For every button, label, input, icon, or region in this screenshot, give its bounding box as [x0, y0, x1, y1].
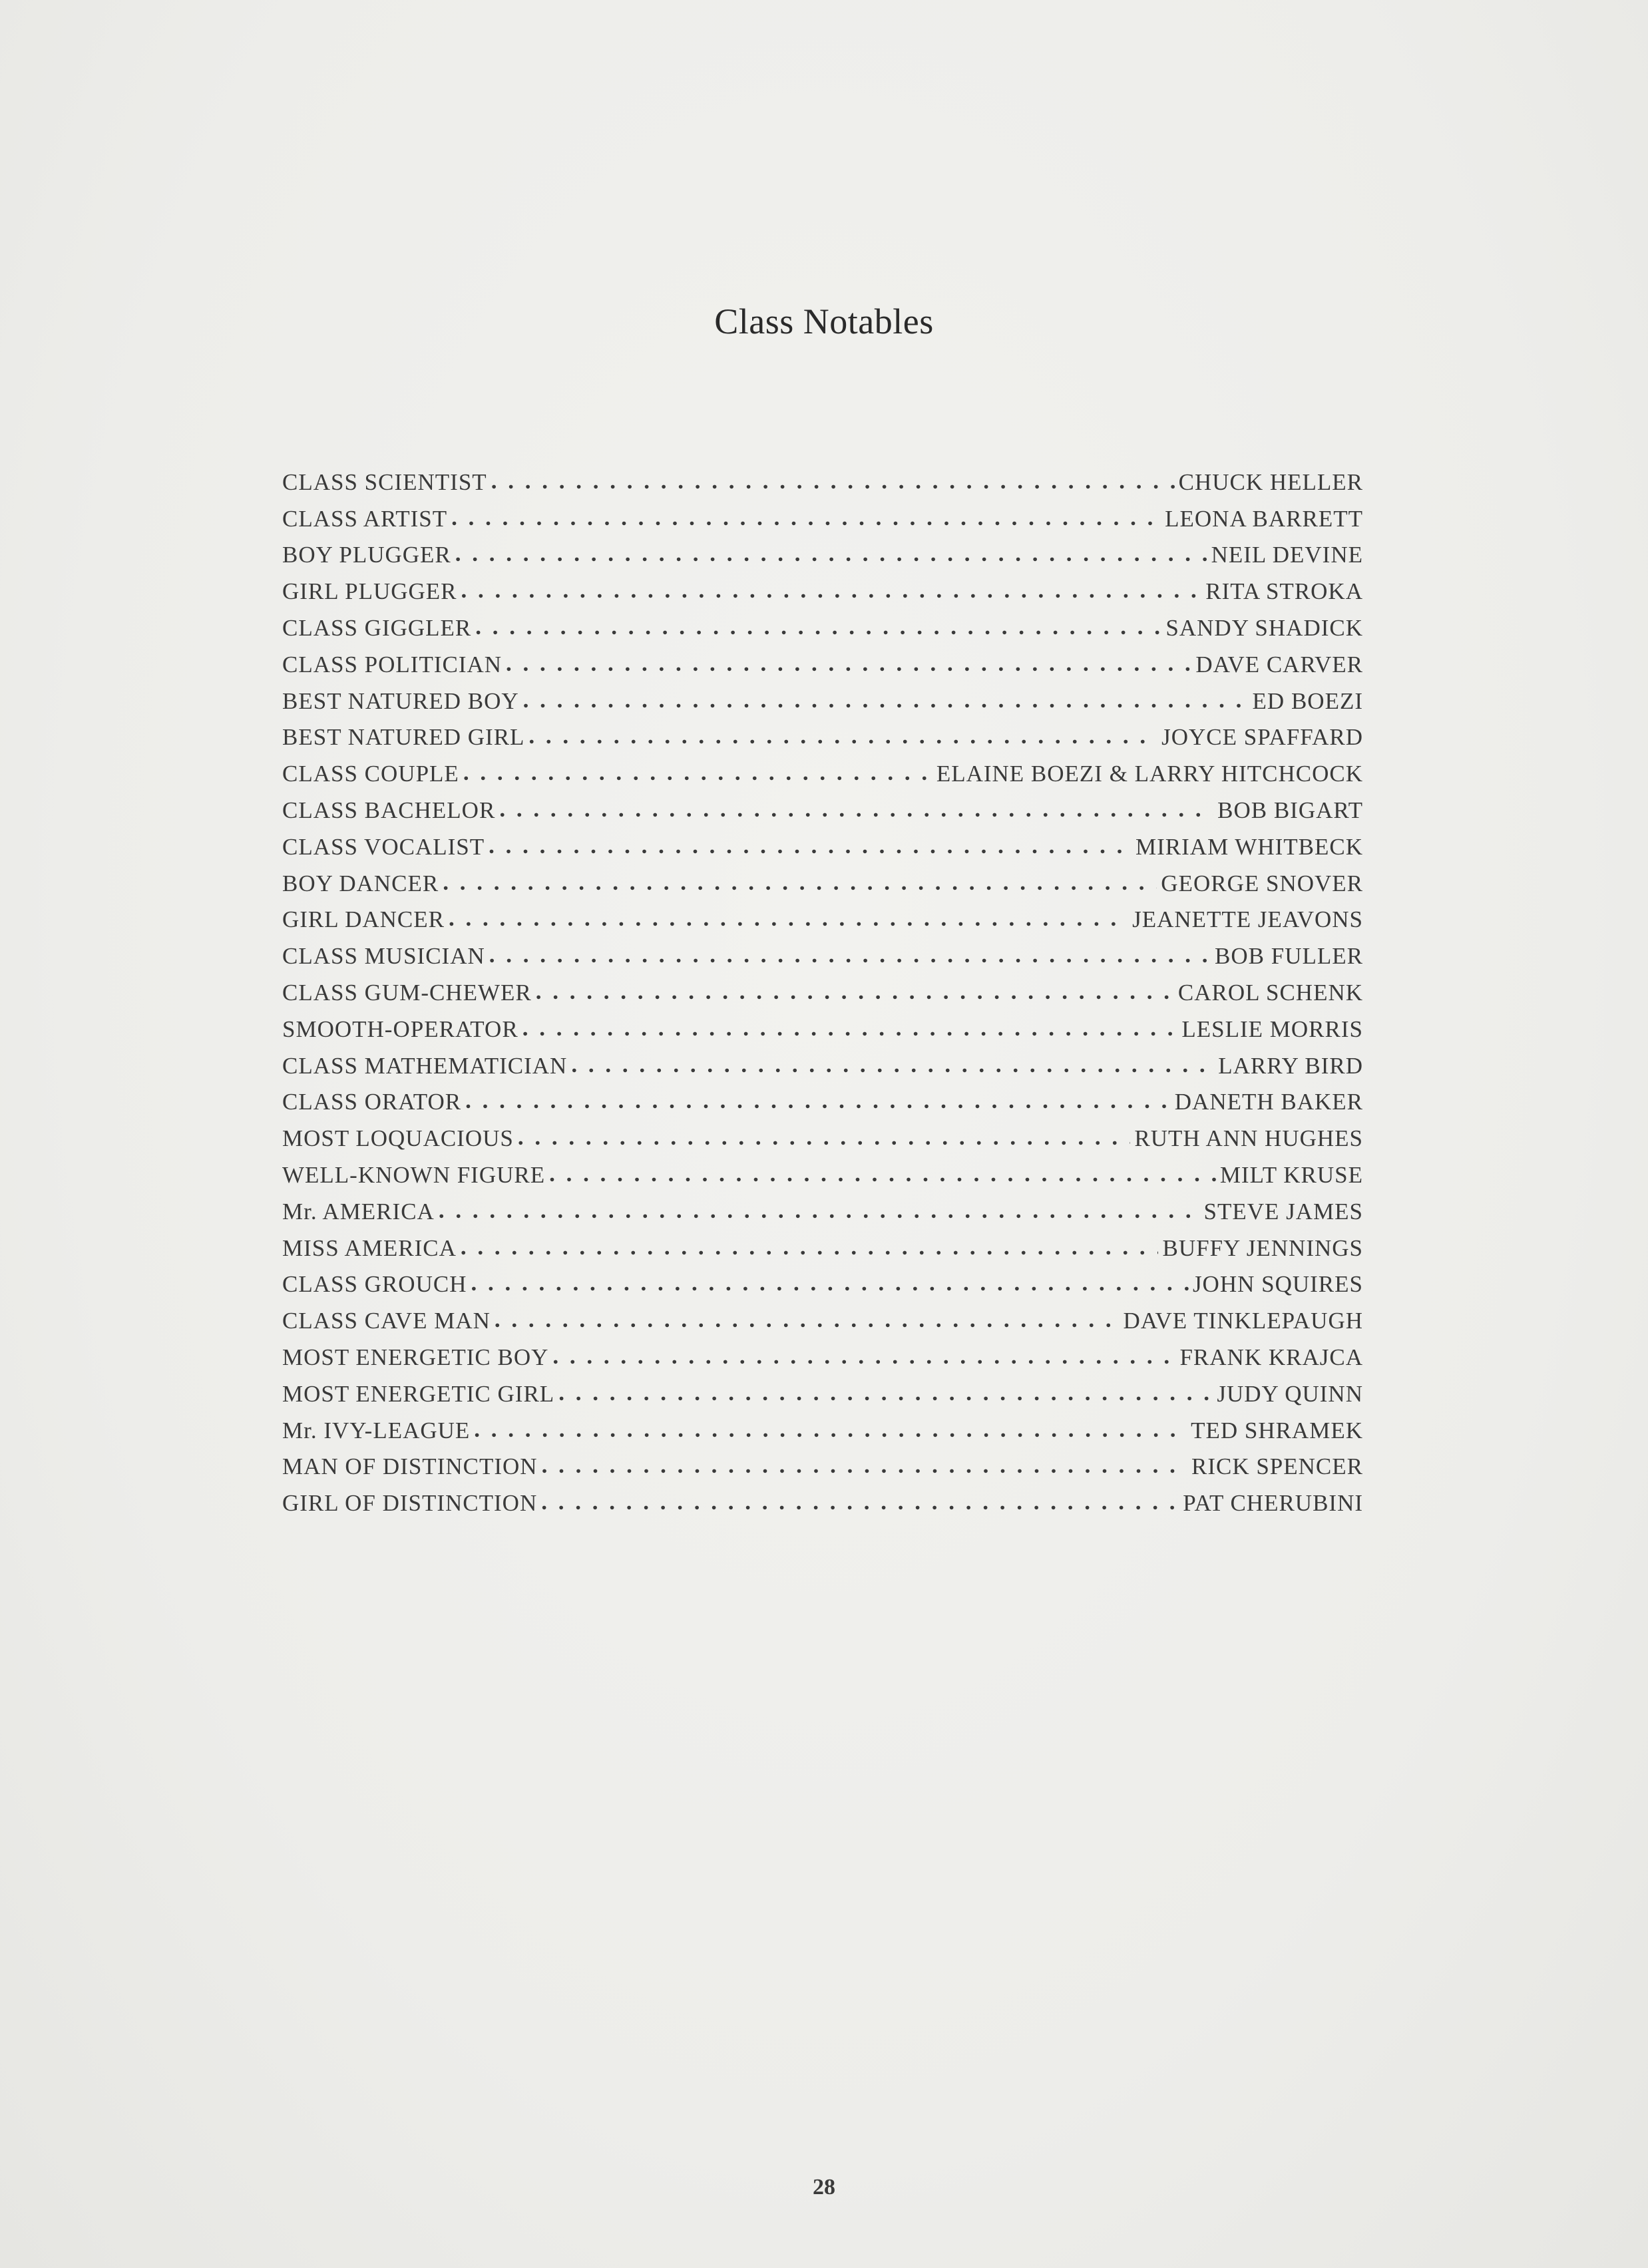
dot-leader	[522, 1016, 1178, 1043]
notable-name: RITA STROKA	[1205, 578, 1363, 605]
dot-leader	[449, 906, 1128, 933]
notable-name: ELAINE BOEZI & LARRY HITCHCOCK	[936, 761, 1363, 787]
notable-title: MAN OF DISTINCTION	[282, 1453, 538, 1480]
dot-leader	[455, 542, 1207, 568]
dot-leader	[495, 1308, 1120, 1334]
notable-name: PAT CHERUBINI	[1183, 1490, 1363, 1517]
notable-name: DAVE TINKLEPAUGH	[1123, 1308, 1363, 1334]
notable-row	[282, 1043, 1363, 1079]
dot-leader	[471, 1271, 1188, 1298]
notable-name: TED SHRAMEK	[1191, 1417, 1363, 1443]
dot-leader	[558, 1381, 1213, 1408]
notable-title: CLASS GIGGLER	[282, 614, 472, 641]
notable-name: DAVE CARVER	[1195, 651, 1363, 677]
dot-leader	[536, 980, 1174, 1006]
notable-title: GIRL DANCER	[282, 906, 445, 933]
notable-title: CLASS BACHELOR	[282, 797, 496, 823]
notable-name: LESLIE MORRIS	[1181, 1016, 1363, 1042]
dot-leader	[549, 1162, 1216, 1189]
dot-leader	[474, 1418, 1187, 1444]
notable-title: GIRL OF DISTINCTION	[282, 1490, 538, 1517]
notable-row	[282, 970, 1363, 1006]
notable-row	[282, 933, 1363, 970]
dot-leader	[506, 652, 1191, 678]
dot-leader	[465, 1089, 1171, 1115]
notable-name: DANETH BAKER	[1174, 1089, 1363, 1115]
page-title: Class Notables	[714, 301, 934, 341]
notable-row	[282, 1152, 1363, 1189]
notable-name: NEIL DEVINE	[1211, 542, 1363, 568]
notable-row	[282, 605, 1363, 642]
notable-title: CLASS ARTIST	[282, 505, 448, 532]
dot-leader	[461, 578, 1202, 605]
dot-leader	[489, 943, 1211, 970]
notable-name: LARRY BIRD	[1218, 1052, 1363, 1079]
notable-name: BOB FULLER	[1215, 943, 1363, 970]
notable-row	[282, 1189, 1363, 1225]
notable-name: MIRIAM WHITBECK	[1135, 833, 1363, 860]
notable-row	[282, 860, 1363, 897]
notable-row	[282, 568, 1363, 605]
notable-title: CLASS MATHEMATICIAN	[282, 1052, 568, 1079]
notable-name: FRANK KRAJCA	[1179, 1344, 1363, 1370]
notable-title: MOST LOQUACIOUS	[282, 1125, 514, 1152]
notable-row	[282, 824, 1363, 860]
notable-row	[282, 1334, 1363, 1371]
notable-row	[282, 1444, 1363, 1481]
notable-name: SANDY SHADICK	[1165, 614, 1363, 641]
notable-row	[282, 532, 1363, 569]
notable-row	[282, 496, 1363, 532]
notable-name: RUTH ANN HUGHES	[1134, 1125, 1363, 1152]
dot-leader	[552, 1344, 1175, 1371]
notable-name: GEORGE SNOVER	[1161, 870, 1363, 896]
notable-row	[282, 1371, 1363, 1408]
notable-row	[282, 897, 1363, 934]
notable-row	[282, 1006, 1363, 1043]
notable-title: MOST ENERGETIC GIRL	[282, 1380, 555, 1407]
dot-leader	[489, 834, 1132, 860]
notable-name: ED BOEZI	[1252, 687, 1363, 714]
notable-name: STEVE JAMES	[1203, 1198, 1363, 1225]
notable-title: MOST ENERGETIC BOY	[282, 1344, 549, 1370]
dot-leader	[443, 870, 1157, 897]
notable-name: JOHN SQUIRES	[1192, 1271, 1363, 1298]
notable-name: BOB BIGART	[1217, 797, 1363, 823]
notable-title: SMOOTH-OPERATOR	[282, 1016, 518, 1042]
notable-title: CLASS CAVE MAN	[282, 1308, 491, 1334]
dot-leader	[491, 469, 1175, 496]
dot-leader	[518, 1125, 1131, 1152]
notable-name: MILT KRUSE	[1219, 1161, 1363, 1188]
notable-row	[282, 715, 1363, 751]
notable-row	[282, 1262, 1363, 1298]
notable-row	[282, 1408, 1363, 1444]
notable-row	[282, 1225, 1363, 1262]
notable-name: RICK SPENCER	[1191, 1453, 1363, 1480]
notable-title: CLASS SCIENTIST	[282, 469, 487, 495]
notable-title: BEST NATURED BOY	[282, 687, 519, 714]
notable-name: JEANETTE JEAVONS	[1132, 906, 1363, 933]
dot-leader	[475, 615, 1161, 642]
notable-title: MISS AMERICA	[282, 1234, 457, 1261]
notable-row	[282, 678, 1363, 715]
notable-row	[282, 459, 1363, 496]
notable-name: LEONA BARRETT	[1165, 505, 1363, 532]
dot-leader	[499, 797, 1213, 824]
dot-leader	[523, 688, 1249, 715]
notable-name: CHUCK HELLER	[1178, 469, 1363, 495]
notable-title: BOY PLUGGER	[282, 542, 451, 568]
notable-title: CLASS ORATOR	[282, 1089, 462, 1115]
notable-name: BUFFY JENNINGS	[1162, 1234, 1363, 1261]
notable-title: CLASS GROUCH	[282, 1271, 467, 1298]
notable-row	[282, 642, 1363, 678]
notable-name: CAROL SCHENK	[1177, 979, 1363, 1006]
notable-title: CLASS VOCALIST	[282, 833, 485, 860]
dot-leader	[451, 506, 1161, 532]
notable-title: Mr. IVY-LEAGUE	[282, 1417, 471, 1443]
dot-leader	[571, 1053, 1214, 1079]
dot-leader	[541, 1490, 1179, 1517]
notable-title: Mr. AMERICA	[282, 1198, 435, 1225]
notable-title: WELL-KNOWN FIGURE	[282, 1161, 546, 1188]
notable-row	[282, 1115, 1363, 1152]
dot-leader	[542, 1453, 1187, 1480]
dot-leader	[528, 724, 1157, 751]
dot-leader	[439, 1199, 1200, 1225]
notable-row	[282, 787, 1363, 824]
notable-title: CLASS MUSICIAN	[282, 943, 485, 970]
notable-row	[282, 1079, 1363, 1116]
notable-row	[282, 1480, 1363, 1517]
dot-leader	[463, 761, 932, 787]
page-number: 28	[813, 2175, 835, 2199]
dot-leader	[461, 1235, 1159, 1262]
notables-list	[282, 459, 1363, 1517]
notable-row	[282, 751, 1363, 787]
notable-title: BEST NATURED GIRL	[282, 724, 525, 751]
notable-title: BOY DANCER	[282, 870, 439, 896]
notable-name: JOYCE SPAFFARD	[1161, 724, 1363, 751]
notable-row	[282, 1298, 1363, 1334]
notable-title: CLASS POLITICIAN	[282, 651, 503, 677]
notable-title: CLASS GUM-CHEWER	[282, 979, 532, 1006]
notable-name: JUDY QUINN	[1217, 1380, 1363, 1407]
notable-title: GIRL PLUGGER	[282, 578, 457, 605]
notable-title: CLASS COUPLE	[282, 761, 459, 787]
